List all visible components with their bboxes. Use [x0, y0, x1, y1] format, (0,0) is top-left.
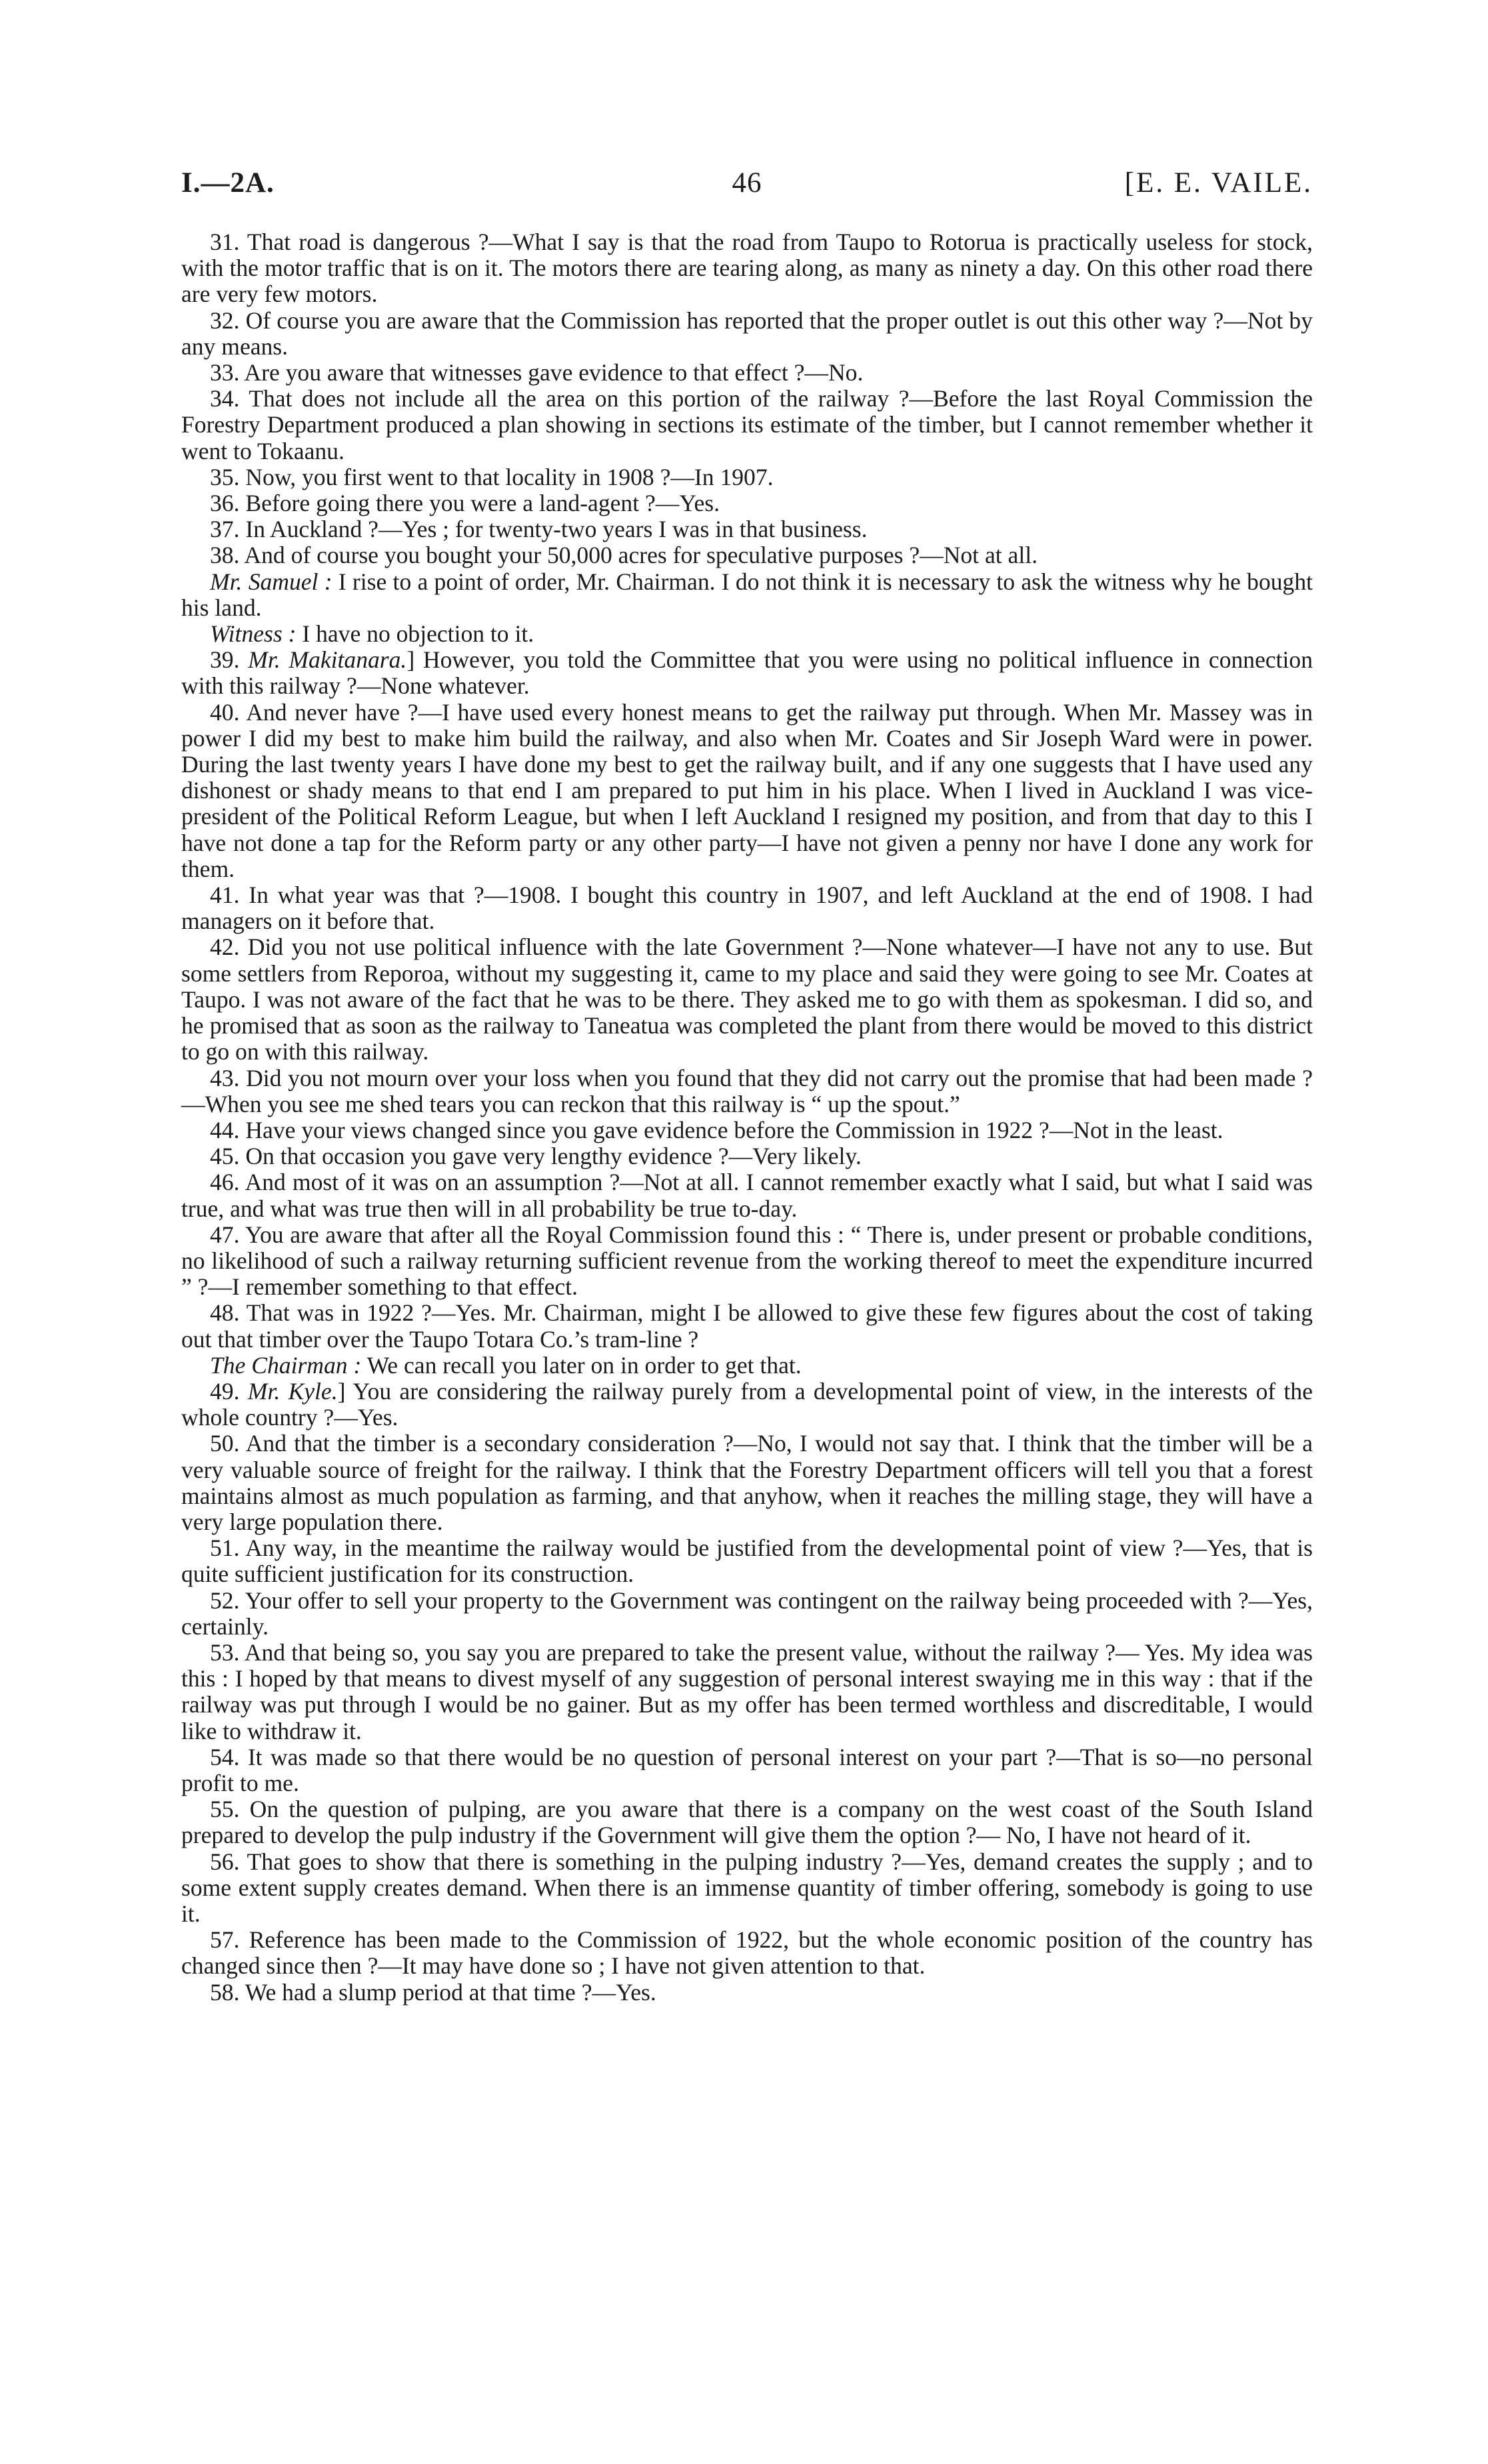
paragraph-text: 52. Your offer to sell your property to the Government was contingent on the railway being proceeded with ?—Yes, certainly.: [181, 1586, 1313, 1640]
testimony-paragraph: [181, 621, 1313, 647]
testimony-paragraph: [181, 1300, 1313, 1352]
testimony-paragraph: [181, 386, 1313, 464]
paragraph-text: 35. Now, you first went to that locality in 1908 ?—In 1907.: [210, 463, 774, 490]
testimony-paragraph: [181, 1927, 1313, 1979]
testimony-paragraph: [181, 1222, 1313, 1301]
testimony-body: [181, 229, 1313, 2006]
testimony-paragraph: [181, 1588, 1313, 1640]
paragraph-text: 57. Reference has been made to the Commission of 1922, but the whole economic position of the country has changed since then ?—It may have done so ; I have not given attention to that.: [181, 1926, 1313, 1980]
testimony-paragraph: [181, 360, 1313, 386]
testimony-paragraph: [181, 700, 1313, 882]
testimony-paragraph: [181, 1744, 1313, 1796]
paragraph-text: 50. And that the timber is a secondary consideration ?—No, I would not say that. I think that the timber will be a very valuable source of freight for the railway. I think that the Forestry Department officers will tell you that a forest maintains almost as much population as farming, and that anyhow, when it reaches the milling stage, they will have a very large population there.: [181, 1430, 1313, 1535]
testimony-paragraph: [181, 1169, 1313, 1221]
testimony-paragraph: [181, 1379, 1313, 1431]
question-number: 49.: [210, 1377, 248, 1405]
paragraph-text: 34. That does not include all the area on this portion of the railway ?—Before the last Royal Commission the Forestry Department produced a plan showing in sections its estimate of the timber, but I cannot remember whether it went to Tokaanu.: [181, 385, 1313, 464]
paragraph-text: 45. On that occasion you gave very lengthy evidence ?—Very likely.: [210, 1143, 862, 1170]
paragraph-text: 47. You are aware that after all the Royal Commission found this : “ There is, under present or probable conditions, no likelihood of such a railway returning sufficient revenue from the working thereof to meet the expenditure incurred ” ?—I remember something to that effect.: [181, 1221, 1313, 1301]
witness-name: [E. E. VAILE.: [1124, 167, 1313, 199]
testimony-paragraph: [181, 1796, 1313, 1848]
testimony-paragraph: [181, 1117, 1313, 1143]
testimony-paragraph: [181, 516, 1313, 542]
testimony-paragraph: [181, 1065, 1313, 1117]
paragraph-text: 33. Are you aware that witnesses gave evidence to that effect ?—No.: [210, 359, 864, 386]
paragraph-text: 55. On the question of pulping, are you aware that there is a company on the west coast of the South Island prepared to develop the pulp industry if the Government will give them the option ?— No, I have not heard of it.: [181, 1796, 1313, 1849]
page-number: 46: [732, 167, 762, 199]
testimony-paragraph: [181, 1143, 1313, 1169]
testimony-paragraph: [181, 464, 1313, 490]
testimony-paragraph: [181, 229, 1313, 308]
paragraph-text: 58. We had a slump period at that time ?—Yes.: [210, 1978, 656, 2006]
document-reference: I.—2A.: [181, 167, 275, 199]
page-header: [181, 167, 1313, 207]
testimony-paragraph: [181, 1980, 1313, 2006]
paragraph-text: 46. And most of it was on an assumption ?—Not at all. I cannot remember exactly what I said, but what I said was true, and what was true then will in all probability be true to-day.: [181, 1169, 1313, 1222]
question-number: 39.: [210, 646, 249, 674]
speaker-label: Mr. Kyle.: [247, 1377, 338, 1405]
paragraph-text: I have no objection to it.: [296, 620, 534, 648]
paragraph-text: 56. That goes to show that there is something in the pulping industry ?—Yes, demand creates the supply ; and to some extent supply creates demand. When there is an immense quantity of timber offering, somebody is going to use it.: [181, 1848, 1313, 1927]
paragraph-text: ] However, you told the Committee that you were using no political influence in connection with this railway ?—None whatever.: [181, 646, 1313, 700]
testimony-paragraph: [181, 1431, 1313, 1535]
paragraph-text: 41. In what year was that ?—1908. I bought this country in 1907, and left Auckland at the end of 1908. I had managers on it before that.: [181, 882, 1313, 935]
speaker-label: Mr. Samuel :: [210, 568, 333, 595]
testimony-paragraph: [181, 1535, 1313, 1587]
testimony-paragraph: [181, 1353, 1313, 1379]
paragraph-text: 42. Did you not use political influence with the late Government ?—None whatever—I have not any to use. But some settlers from Reporoa, without my suggesting it, came to my place and said they were going to see Mr. Coates at Taupo. I was not aware of the fact that he was to be there. They asked me to go with them as spokesman. I did so, and he promised that as soon as the railway to Taneatua was completed the plant from there would be moved to this district to go on with this railway.: [181, 933, 1313, 1065]
testimony-paragraph: [181, 882, 1313, 934]
speaker-label: The Chairman :: [210, 1351, 362, 1379]
paragraph-text: 51. Any way, in the meantime the railway would be justified from the developmental point of view ?—Yes, that is quite sufficient justification for its construction.: [181, 1535, 1313, 1588]
paragraph-text: I rise to a point of order, Mr. Chairman. I do not think it is necessary to ask the witness why he bought his land.: [181, 568, 1313, 621]
testimony-paragraph: [181, 934, 1313, 1065]
testimony-paragraph: [181, 647, 1313, 699]
paragraph-text: 54. It was made so that there would be no question of personal interest on your part ?—That is so—no personal profit to me.: [181, 1743, 1313, 1796]
paragraph-text: 38. And of course you bought your 50,000 acres for speculative purposes ?—Not at all.: [210, 542, 1038, 569]
paragraph-text: 53. And that being so, you say you are prepared to take the present value, without the railway ?— Yes. My idea was this : I hoped by that means to divest myself of any suggestion of personal interest swaying me in this way : that if the railway was put through I would be no gainer. But as my offer has been termed worthless and discreditable, I would like to withdraw it.: [181, 1638, 1313, 1744]
testimony-paragraph: [181, 542, 1313, 568]
paragraph-text: 48. That was in 1922 ?—Yes. Mr. Chairman, might I be allowed to give these few figures about the cost of taking out that timber over the Taupo Totara Co.’s tram-line ?: [181, 1299, 1313, 1353]
testimony-paragraph: [181, 1640, 1313, 1744]
paragraph-text: We can recall you later on in order to get that.: [361, 1351, 802, 1379]
testimony-paragraph: [181, 490, 1313, 516]
paragraph-text: 44. Have your views changed since you gave evidence before the Commission in 1922 ?—Not in the least.: [210, 1116, 1223, 1143]
paragraph-text: ] You are considering the railway purely from a developmental point of view, in the interests of the whole country ?—Yes.: [181, 1377, 1313, 1431]
paragraph-text: 31. That road is dangerous ?—What I say is that the road from Taupo to Rotorua is practically useless for stock, with the motor traffic that is on it. The motors there are tearing along, as many as ninety a day. On this other road there are very few motors.: [181, 229, 1313, 308]
speaker-label: Witness :: [210, 620, 297, 648]
paragraph-text: 43. Did you not mourn over your loss when you found that they did not carry out the promise that had been made ?—When you see me shed tears you can reckon that this railway is “ up the spout.”: [181, 1064, 1313, 1117]
paragraph-text: 37. In Auckland ?—Yes ; for twenty-two years I was in that business.: [210, 516, 868, 543]
paragraph-text: 36. Before going there you were a land-agent ?—Yes.: [210, 490, 720, 517]
testimony-paragraph: [181, 1849, 1313, 1928]
testimony-paragraph: [181, 308, 1313, 360]
testimony-paragraph: [181, 569, 1313, 621]
speaker-label: Mr. Makitanara.: [248, 646, 407, 674]
paragraph-text: 40. And never have ?—I have used every honest means to get the railway put through. When Mr. Massey was in power I did my best to make him build the railway, and also when Mr. Coates and Sir Joseph Ward were in power. During the last twenty years I have done my best to get the railway built, and if any one suggests that I have used any dishonest or shady means to that end I am prepared to put him in his place. When I lived in Auckland I was vice-president of the Political Reform League, but when I left Auckland I resigned my position, and from that day to this I have not done a tap for the Reform party or any other party—I have not given a penny nor have I done any work for them.: [181, 698, 1313, 882]
paragraph-text: 32. Of course you are aware that the Commission has reported that the proper outlet is out this other way ?—Not by any means.: [181, 307, 1313, 360]
